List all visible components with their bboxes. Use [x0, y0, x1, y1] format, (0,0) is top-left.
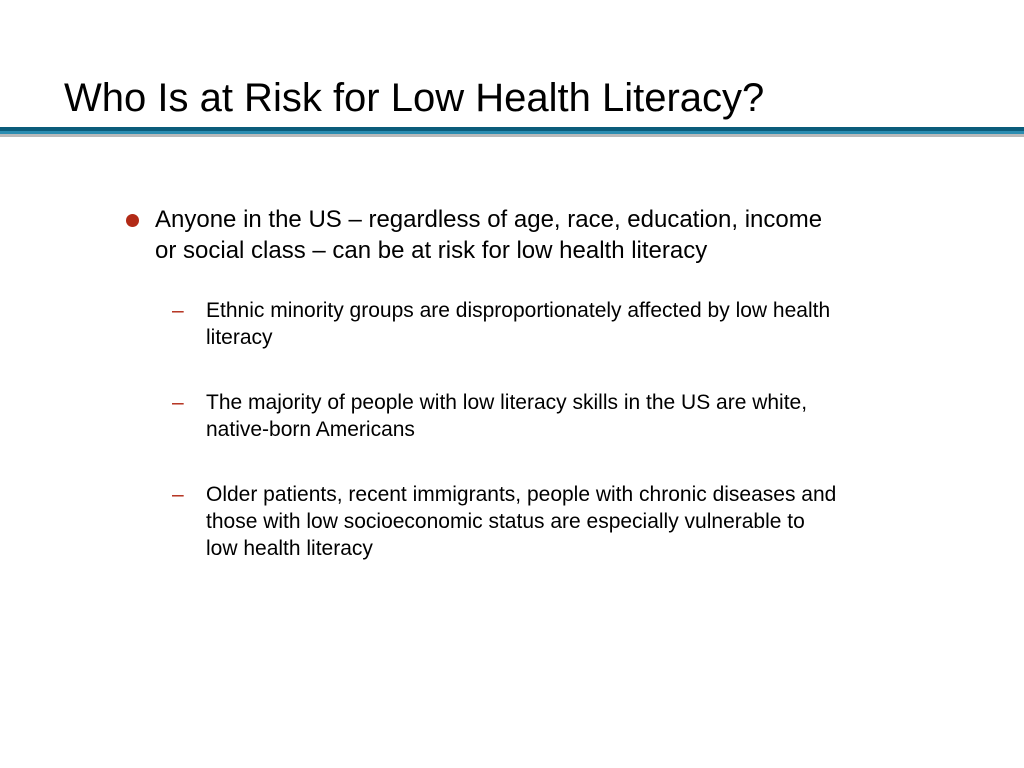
- dash-marker-icon: –: [172, 483, 184, 506]
- sub-bullet-item: [155, 481, 840, 562]
- dash-marker-icon: –: [172, 299, 184, 322]
- bullet-item: [120, 204, 840, 562]
- sub-bullet-text: The majority of people with low literacy skills in the US are white, native-born Americans: [206, 391, 808, 441]
- bullet-text: Anyone in the US – regardless of age, race, education, income or social class – can be at risk for low health literacy: [155, 206, 823, 264]
- sub-bullet-item: [155, 297, 840, 351]
- bullet-list: [120, 204, 840, 600]
- title-rule-shadow: [0, 134, 1024, 137]
- dash-marker-icon: –: [172, 391, 184, 414]
- slide-title: Who Is at Risk for Low Health Literacy?: [64, 76, 765, 120]
- sub-bullet-list: [155, 297, 840, 562]
- bullet-dot-icon: [126, 214, 139, 227]
- sub-bullet-text: Older patients, recent immigrants, people with chronic diseases and those with low socioeconomic status are especially vulnerable to low health literacy: [206, 483, 837, 560]
- title-underline-rule: [0, 127, 1024, 137]
- sub-bullet-text: Ethnic minority groups are disproportionately affected by low health literacy: [206, 299, 831, 349]
- sub-bullet-item: [155, 389, 840, 443]
